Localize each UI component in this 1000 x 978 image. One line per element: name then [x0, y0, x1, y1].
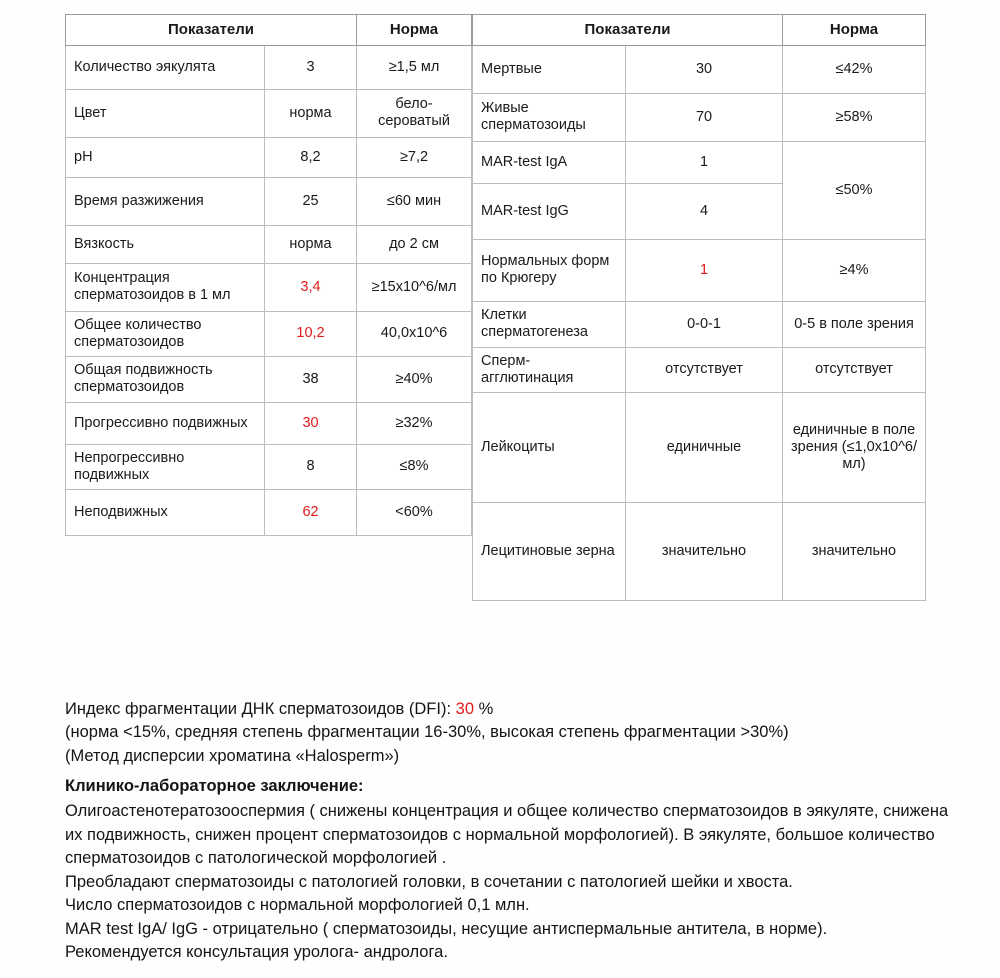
parameter-value: 0-0-1: [626, 301, 783, 347]
parameter-norm: 40,0x10^6: [357, 311, 472, 356]
parameter-value: 3,4: [265, 263, 357, 311]
dfi-section: [65, 698, 955, 768]
parameter-norm: ≤60 мин: [357, 177, 472, 225]
parameter-label: Сперм-агглютинация: [473, 347, 626, 392]
table-header-row: [473, 15, 926, 46]
parameter-value: 70: [626, 93, 783, 141]
table-row: [66, 89, 472, 137]
column-header-norm: Норма: [783, 15, 926, 46]
parameter-value: 25: [265, 177, 357, 225]
parameter-norm: ≥32%: [357, 402, 472, 444]
table-row: [473, 502, 926, 600]
left-table-body: [66, 45, 472, 535]
parameter-norm: 0-5 в поле зрения: [783, 301, 926, 347]
parameter-label: Количество эякулята: [66, 45, 265, 89]
table-row: [473, 347, 926, 392]
table-row: [66, 263, 472, 311]
table-row: [473, 141, 926, 183]
parameter-label: Общее количество сперматозоидов: [66, 311, 265, 356]
parameter-norm: <60%: [357, 490, 472, 536]
table-row: [66, 356, 472, 402]
dfi-unit: %: [478, 700, 494, 718]
parameter-label: Живые сперматозоиды: [473, 93, 626, 141]
parameter-norm: ≥7,2: [357, 137, 472, 177]
parameter-value: единичные: [626, 392, 783, 502]
parameter-label: Общая подвижность сперматозоидов: [66, 356, 265, 402]
parameter-label: Вязкость: [66, 225, 265, 263]
table-row: [473, 239, 926, 301]
parameter-label: Концентрация сперматозоидов в 1 мл: [66, 263, 265, 311]
conclusion-body: [65, 800, 955, 964]
conclusion-paragraph: Олигоастенотератозооспермия ( снижены концентрация и общее количество сперматозоидов в эякуляте, снижена их подвижность, снижен процент сперматозоидов с нормальной морфологией). В эякуляте, большое количество сперматозоидов с патологической морфологией .: [65, 802, 949, 868]
table-row: [473, 392, 926, 502]
conclusion-paragraph: Число сперматозоидов с нормальной морфологией 0,1 млн.: [65, 896, 530, 915]
parameter-norm: единичные в поле зрения (≤1,0x10^6/мл): [783, 392, 926, 502]
table-row: [66, 444, 472, 489]
parameter-value: 62: [265, 490, 357, 536]
table-row: [66, 137, 472, 177]
dfi-value: 30: [455, 700, 474, 718]
parameter-value: 30: [265, 402, 357, 444]
dfi-method-note: (Метод дисперсии хроматина «Halosperm»): [65, 746, 400, 765]
table-row: [66, 45, 472, 89]
parameter-norm: ≥1,5 мл: [357, 45, 472, 89]
column-header-parameters: Показатели: [473, 15, 783, 46]
parameter-norm: ≥4%: [783, 239, 926, 301]
left-parameters-table: [65, 14, 472, 536]
parameter-label: MAR-test IgA: [473, 141, 626, 183]
parameter-value: 8: [265, 444, 357, 489]
conclusion-title: Клинико-лабораторное заключение:: [65, 777, 364, 795]
parameter-norm: ≥15x10^6/мл: [357, 263, 472, 311]
parameter-value: 8,2: [265, 137, 357, 177]
parameter-label: Лейкоциты: [473, 392, 626, 502]
parameter-value: норма: [265, 225, 357, 263]
table-header-row: [66, 15, 472, 46]
parameter-value: 1: [626, 239, 783, 301]
conclusion-paragraph: MAR test IgA/ IgG - отрицательно ( сперматозоиды, несущие антиспермальные антитела, в норме).: [65, 919, 828, 938]
parameter-label: Цвет: [66, 89, 265, 137]
column-header-parameters: Показатели: [66, 15, 357, 46]
parameter-label: Клетки сперматогенеза: [473, 301, 626, 347]
conclusion-paragraph: Преобладают сперматозоиды с патологией головки, в сочетании с патологией шейки и хвоста.: [65, 872, 793, 891]
dfi-reference-note: (норма <15%, средняя степень фрагментации 16-30%, высокая степень фрагментации >30%): [65, 723, 789, 742]
table-row: [66, 490, 472, 536]
parameter-value: отсутствует: [626, 347, 783, 392]
conclusion-section: [65, 775, 955, 964]
parameter-label: MAR-test IgG: [473, 183, 626, 239]
parameter-norm: значительно: [783, 502, 926, 600]
right-table-body: [473, 45, 926, 600]
parameter-norm: ≤50%: [783, 141, 926, 239]
column-header-norm: Норма: [357, 15, 472, 46]
parameter-label: Нормальных форм по Крюгеру: [473, 239, 626, 301]
parameter-norm: ≥58%: [783, 93, 926, 141]
dfi-value-line: [65, 698, 955, 721]
parameter-label: Лецитиновые зерна: [473, 502, 626, 600]
table-row: [473, 93, 926, 141]
parameter-value: 3: [265, 45, 357, 89]
parameter-label: Время разжижения: [66, 177, 265, 225]
parameter-norm: бело-сероватый: [357, 89, 472, 137]
parameter-value: 1: [626, 141, 783, 183]
parameter-value: значительно: [626, 502, 783, 600]
parameter-label: Мертвые: [473, 45, 626, 93]
parameter-label: pH: [66, 137, 265, 177]
parameter-norm: до 2 см: [357, 225, 472, 263]
parameter-value: 4: [626, 183, 783, 239]
parameter-value: 10,2: [265, 311, 357, 356]
table-row: [66, 225, 472, 263]
dfi-label: Индекс фрагментации ДНК сперматозоидов (DFI):: [65, 700, 452, 718]
parameter-value: 38: [265, 356, 357, 402]
parameter-label: Прогрессивно подвижных: [66, 402, 265, 444]
table-row: [473, 45, 926, 93]
table-row: [473, 301, 926, 347]
parameter-value: норма: [265, 89, 357, 137]
table-row: [66, 311, 472, 356]
parameter-norm: ≤42%: [783, 45, 926, 93]
table-row: [66, 177, 472, 225]
parameter-norm: ≥40%: [357, 356, 472, 402]
parameter-label: Неподвижных: [66, 490, 265, 536]
parameter-norm: отсутствует: [783, 347, 926, 392]
table-row: [66, 402, 472, 444]
parameter-norm: ≤8%: [357, 444, 472, 489]
right-parameters-table: [472, 14, 926, 601]
parameter-value: 30: [626, 45, 783, 93]
parameter-label: Непрогрессивно подвижных: [66, 444, 265, 489]
conclusion-paragraph: Рекомендуется консультация уролога- андролога.: [65, 942, 448, 961]
